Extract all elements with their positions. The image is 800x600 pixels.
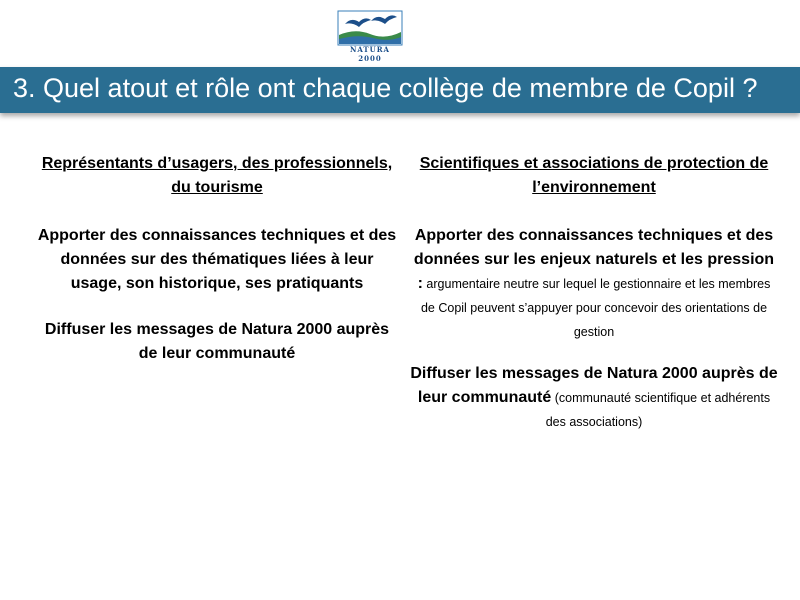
right-paragraph-1-detail: argumentaire neutre sur lequel le gestionnaire et les membres de Copil peuvent s’appuyer pour concevoir des orientations de gestion — [420, 277, 771, 339]
right-paragraph-1-bold: Apporter des connaissances techniques et des données sur les enjeux naturels et les pression : — [413, 227, 775, 292]
logo-text: NATURA 2000 — [349, 45, 390, 63]
left-paragraph-2: Diffuser les messages de Natura 2000 auprès de leur communauté — [44, 321, 390, 362]
left-paragraph-1: Apporter des connaissances techniques et des données sur des thématiques liées à leur usage, son historique, ses pratiquants — [37, 227, 397, 292]
left-heading: Représentants d’usagers, des professionnels, du tourisme — [41, 155, 393, 196]
right-paragraph-2-detail: (communauté scientifique et adhérents des associations) — [545, 391, 771, 429]
right-heading: Scientifiques et associations de protection de l’environnement — [419, 155, 769, 196]
slide-title: 3. Quel atout et rôle ont chaque collège de membre de Copil ? — [13, 73, 758, 103]
right-paragraph-2-bold: Diffuser les messages de Natura 2000 auprès de leur communauté — [410, 365, 778, 406]
right-paragraph-1 — [410, 224, 778, 344]
title-bar — [0, 67, 800, 113]
right-paragraph-2 — [410, 362, 778, 434]
right-column — [410, 152, 778, 434]
left-column — [36, 152, 398, 366]
